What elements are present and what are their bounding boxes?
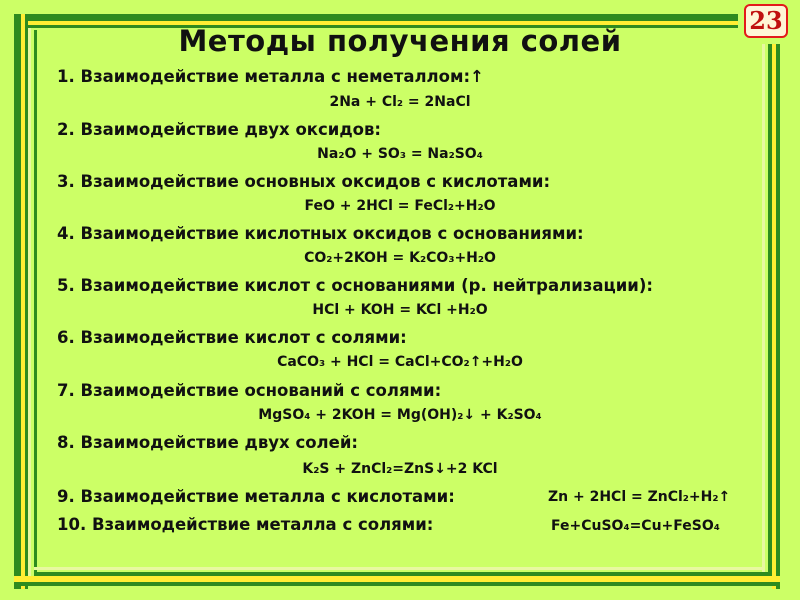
method-5-label: 5. Взаимодействие кислот с основаниями (р. нейтрализации): — [57, 276, 653, 295]
method-4-label: 4. Взаимодействие кислотных оксидов с основаниями: — [57, 224, 584, 243]
slide-title: Методы получения солей — [178, 24, 622, 58]
method-1-formula: 2Na + Cl₂ = 2NaCl — [329, 94, 471, 110]
method-9-formula: Zn + 2HCl = ZnCl₂+H₂↑ — [548, 489, 731, 505]
method-7-label: 7. Взаимодействие оснований с солями: — [57, 381, 442, 400]
method-2-formula: Na₂O + SO₃ = Na₂SO₄ — [317, 146, 483, 162]
method-8-formula: K₂S + ZnCl₂=ZnS↓+2 KCl — [302, 461, 498, 477]
method-3-formula: FeO + 2HCl = FeCl₂+H₂O — [304, 198, 496, 214]
method-10-formula: Fe+CuSO₄=Cu+FeSO₄ — [551, 518, 720, 534]
method-8-label: 8. Взаимодействие двух солей: — [57, 433, 358, 452]
method-3-label: 3. Взаимодействие основных оксидов с кислотами: — [57, 172, 551, 191]
method-9-label: 9. Взаимодействие металла с кислотами: — [57, 487, 455, 506]
method-7-formula: MgSO₄ + 2KOH = Mg(OH)₂↓ + K₂SO₄ — [258, 407, 542, 423]
method-6-label: 6. Взаимодействие кислот с солями: — [57, 328, 407, 347]
method-5-formula: HCl + KOH = KCl +H₂O — [312, 302, 488, 318]
method-4-formula: CO₂+2KOH = K₂CO₃+H₂O — [304, 250, 496, 266]
method-1-label: 1. Взаимодействие металла с неметаллом:↑ — [57, 67, 484, 86]
method-2-label: 2. Взаимодействие двух оксидов: — [57, 120, 382, 139]
page-number-badge: 23 — [744, 4, 788, 38]
method-6-formula: CaCO₃ + HCl = CaCl+CO₂↑+H₂O — [277, 354, 523, 370]
method-10-label: 10. Взаимодействие металла с солями: — [57, 515, 434, 534]
